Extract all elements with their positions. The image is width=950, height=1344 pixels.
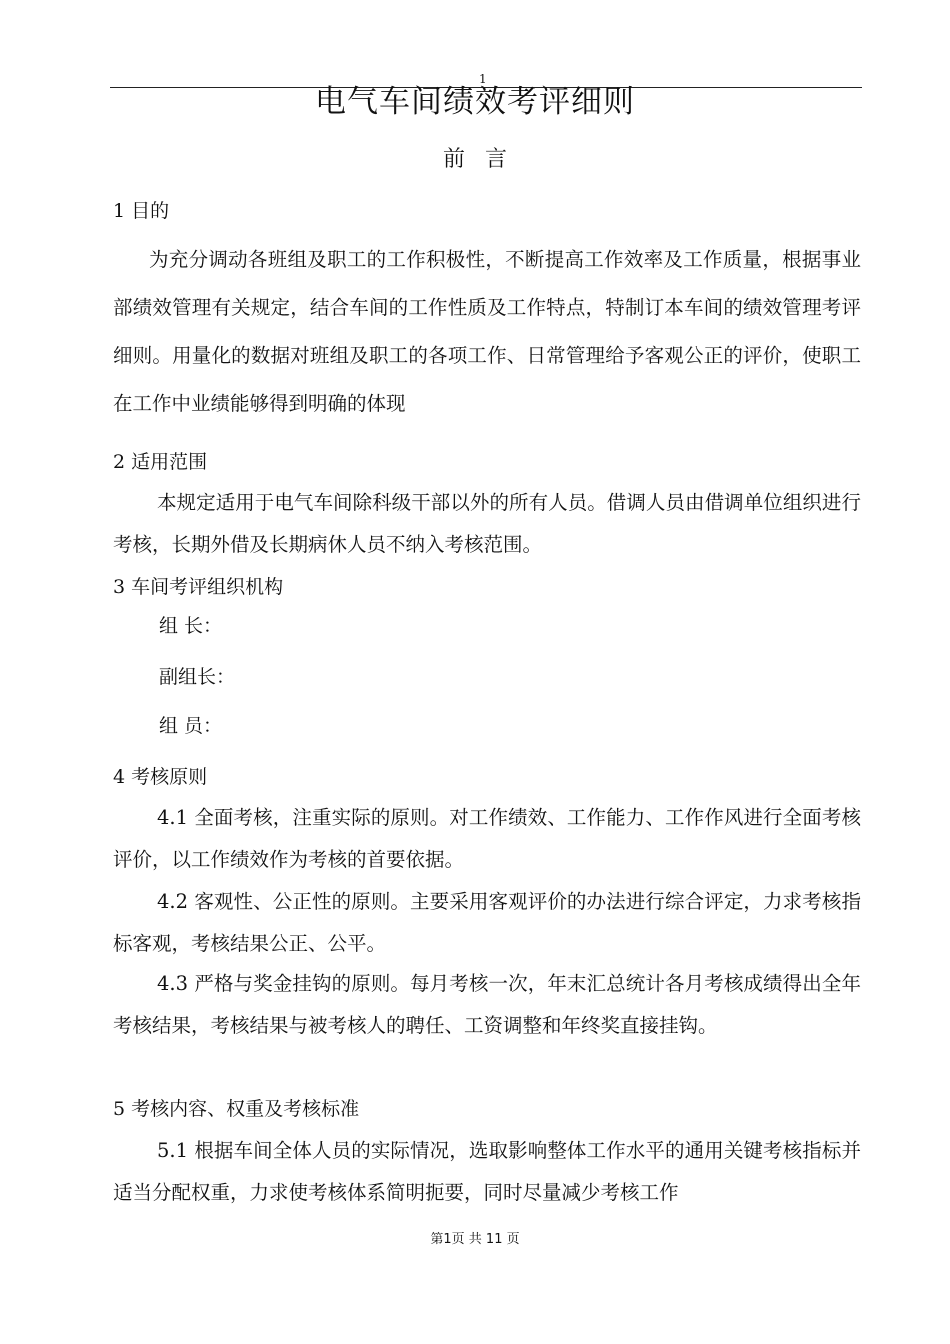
section-2-paragraph: 本规定适用于电气车间除科级干部以外的所有人员。借调人员由借调单位组织进行考核，长期外借及长期病休人员不纳入考核范围。 [113, 491, 861, 556]
section-4-2-paragraph: 4.2 客观性、公正性的原则。主要采用客观评价的办法进行综合评定，力求考核指标客观，考核结果公正、公平。 [113, 890, 861, 955]
section-3-heading: 3 车间考评组织机构 [113, 576, 284, 598]
deputy-leader-label: 副组长： [159, 666, 236, 688]
section-1-heading: 1 目的 [113, 200, 170, 222]
section-1-paragraph: 为充分调动各班组及职工的工作积极性，不断提高工作效率及工作质量，根据事业部绩效管理有关规定，结合车间的工作性质及工作特点，特制订本车间的绩效管理考评细则。用量化的数据对班组及职工的各项工作、日常管理给予客观公正的评价，使职工在工作中业绩能够得到明确的体现 [113, 248, 861, 415]
section-4-heading: 4 考核原则 [113, 766, 208, 788]
section-4-3-paragraph: 4.3 严格与奖金挂钩的原则。每月考核一次，年末汇总统计各月考核成绩得出全年考核结果，考核结果与被考核人的聘任、工资调整和年终奖直接挂钩。 [113, 972, 861, 1037]
header-page-number: 1 [479, 72, 487, 86]
leader-label: 组 长： [159, 615, 223, 637]
member-label: 组 员： [159, 715, 223, 737]
document-title: 电气车间绩效考评细则 [315, 84, 635, 120]
page-footer: 第1页 共 11 页 [430, 1232, 520, 1247]
section-5-1-paragraph: 5.1 根据车间全体人员的实际情况，选取影响整体工作水平的通用关键考核指标并适当分配权重，力求使考核体系简明扼要，同时尽量减少考核工作 [113, 1139, 861, 1204]
section-5-heading: 5 考核内容、权重及考核标准 [113, 1098, 360, 1120]
section-4-1-paragraph: 4.1 全面考核，注重实际的原则。对工作绩效、工作能力、工作作风进行全面考核评价，以工作绩效作为考核的首要依据。 [113, 806, 861, 871]
preface-heading: 前言 [442, 147, 527, 172]
section-2-heading: 2 适用范围 [113, 451, 208, 473]
